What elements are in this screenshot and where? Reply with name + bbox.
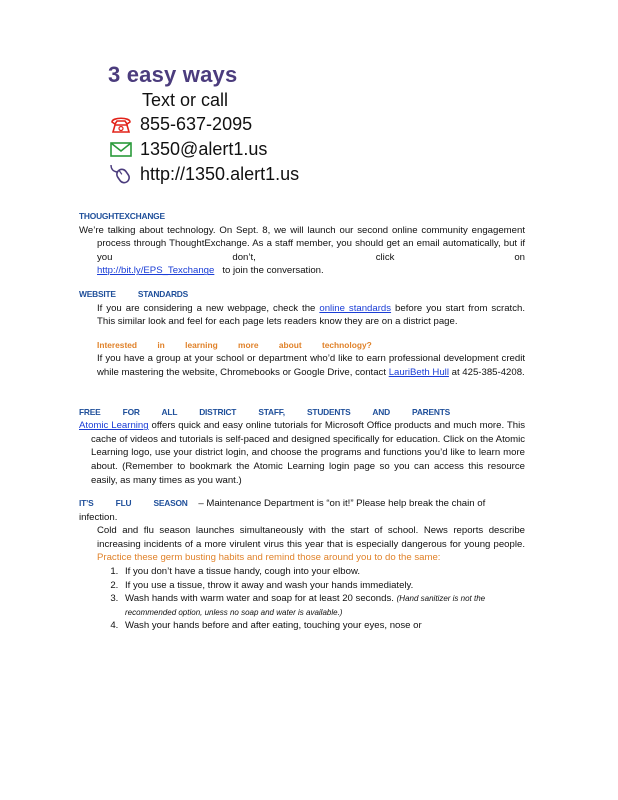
mouse-icon (108, 163, 134, 185)
flu-heading: IT’S FLU SEASON (79, 498, 188, 509)
thoughtexchange-link-line: http://bit.ly/EPS_Texchange to join the conversation. (97, 265, 324, 277)
contact-phone (108, 112, 368, 136)
online-standards-link[interactable]: online standards (319, 302, 392, 314)
atomic-learning-link[interactable]: Atomic Learning (79, 420, 149, 432)
banner-subtitle: Text or call (142, 90, 229, 110)
standards-heading: WEBSITE STANDARDS (79, 288, 189, 299)
flu-text: Cold and flu season launches simultaneously with the start of school. News reports describe increasing incidents of a more virulent virus this year that is especially dangerous for young people. Practice these germ busting habits and remind those around you to do the same: (97, 525, 525, 564)
contact-web (108, 162, 368, 186)
contact-email (108, 137, 368, 161)
banner-title: 3 easy ways (108, 62, 238, 87)
newsletter-body (79, 210, 525, 633)
flu-intro: IT’S FLU SEASON – Maintenance Department is “on it!” Please help break the chain of infection. (79, 498, 486, 523)
alert-banner (108, 62, 368, 186)
interested-heading: Interested in learning more about technology? (97, 339, 372, 350)
lauribeth-hull-link[interactable]: LauriBeth Hull (388, 366, 449, 378)
thoughtexchange-heading: THOUGHTEXCHANGE (79, 211, 165, 221)
interested-text: If you have a group at your school or department who’d like to earn professional development credit while mastering the website, Chromebooks or Google Drive, contact LauriBeth Hull at 425-385-4208. (97, 353, 525, 378)
flu-practice-text: Practice these germ busting habits and remind those around you to do the same: (97, 552, 441, 564)
free-text: Atomic Learning offers quick and easy online tutorials for Microsoft Office products and much more. This cache of videos and tutorials is self-paced and designed specifically for education. Click on the Atomic Learning logo, use your district login, and choose the programs and functions you’d like to learn more about. (Remember to bookmark the Atomic Learning login page so you can access this resource easily, as many times as you want.) (79, 420, 525, 486)
list-item: 3. Wash hands with warm water and soap for at least 20 seconds. (Hand sanitizer is not the recommended option, unless no soap and water is available.) (121, 592, 525, 619)
phone-icon (108, 113, 134, 135)
standards-text: If you are considering a new webpage, check the online standards before you start from scratch. This similar look and feel for each page lets readers know they are on a district page. (97, 302, 525, 328)
list-item: 4. Wash your hands before and after eating, touching your eyes, nose or (121, 619, 525, 633)
flu-habits-list (79, 565, 525, 633)
list-item: 2. If you use a tissue, throw it away and wash your hands immediately. (121, 579, 525, 593)
thoughtexchange-text: We’re talking about technology. On Sept. 8, we will launch our second online community engagement process through ThoughtExchange. As a staff member, you should get an email automatically, but if you don’t, click on (79, 224, 525, 263)
thoughtexchange-link[interactable]: http://bit.ly/EPS_Texchange (97, 265, 215, 277)
web-address: http://1350.alert1.us (140, 163, 300, 184)
list-item: 1. If you don’t have a tissue handy, cough into your elbow. (121, 565, 525, 579)
free-heading: FREE FOR ALL DISTRICT STAFF, STUDENTS AND PARENTS (79, 406, 451, 417)
email-address: 1350@alert1.us (140, 138, 268, 159)
envelope-icon (108, 138, 134, 160)
phone-number: 855-637-2095 (140, 113, 253, 134)
hand-sanitizer-note: (Hand sanitizer is not the recommended option, unless no soap and water is available.) (125, 594, 486, 617)
